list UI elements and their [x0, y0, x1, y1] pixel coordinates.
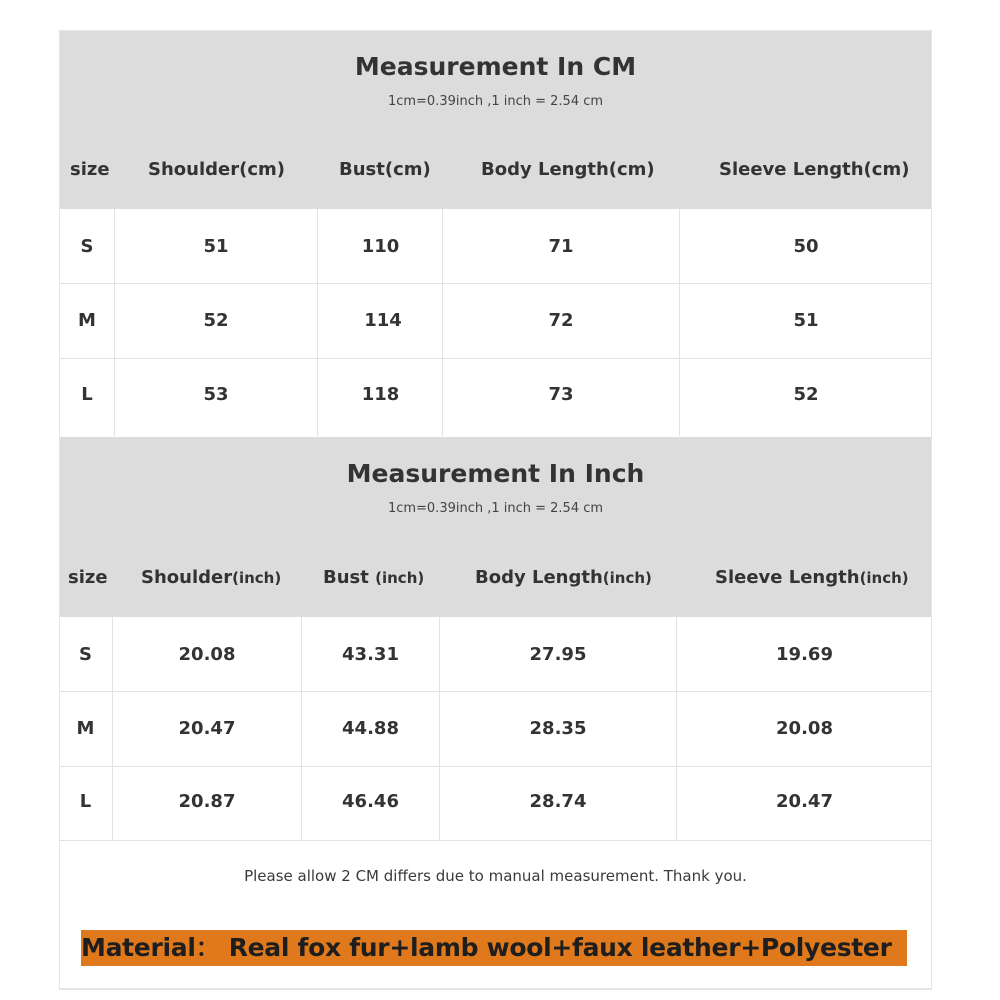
bust-cell: 110	[361, 236, 400, 257]
inch-header-body-length: Body Length(inch)	[475, 567, 652, 588]
body-length-cell: 73	[548, 384, 574, 405]
shoulder-cell: 51	[203, 236, 229, 257]
cm-header-body-length: Body Length(cm)	[481, 159, 655, 180]
inch-table-body	[59, 617, 932, 840]
cm-conversion-note: 1cm=0.39inch ,1 inch = 2.54 cm	[387, 94, 604, 109]
body-length-cell: 28.35	[529, 718, 587, 739]
sleeve-length-cell: 50	[793, 236, 819, 257]
shoulder-cell: 20.87	[178, 791, 236, 812]
size-cell: S	[79, 644, 92, 665]
bust-cell: 44.88	[342, 718, 399, 739]
material-row	[59, 912, 932, 990]
cm-measurement-section	[59, 30, 932, 436]
shoulder-cell: 52	[203, 310, 229, 331]
cm-header-shoulder: Shoulder(cm)	[148, 159, 285, 180]
size-chart	[59, 30, 932, 989]
sleeve-length-cell: 20.08	[776, 718, 833, 739]
inch-header-size: size	[68, 567, 108, 588]
bust-cell: 114	[364, 310, 402, 331]
bust-cell: 118	[361, 384, 400, 405]
body-length-cell: 71	[548, 236, 574, 257]
cm-table-body	[59, 209, 932, 436]
bust-cell: 43.31	[342, 644, 399, 665]
inch-header-shoulder: Shoulder(inch)	[141, 567, 282, 588]
inch-header-band	[59, 437, 932, 617]
inch-measurement-section	[59, 437, 932, 840]
sleeve-length-cell: 51	[793, 310, 819, 331]
measurement-disclaimer: Please allow 2 CM differs due to manual measurement. Thank you.	[244, 867, 747, 885]
cm-header-bust: Bust(cm)	[339, 159, 431, 180]
size-cell: L	[79, 791, 92, 812]
size-cell: L	[81, 384, 93, 405]
inch-header-sleeve-length: Sleeve Length(inch)	[715, 567, 909, 588]
size-cell: M	[76, 718, 95, 739]
measurement-note-row	[59, 840, 932, 913]
shoulder-cell: 20.47	[178, 718, 236, 739]
sleeve-length-cell: 52	[793, 384, 819, 405]
shoulder-cell: 20.08	[178, 644, 236, 665]
inch-conversion-note: 1cm=0.39inch ,1 inch = 2.54 cm	[387, 501, 604, 516]
material-highlight: Material： Real fox fur+lamb wool+faux leather+Polyester	[81, 930, 907, 966]
sleeve-length-cell: 19.69	[776, 644, 833, 665]
cm-table-title: Measurement In CM	[354, 52, 637, 81]
inch-table-title: Measurement In Inch	[346, 459, 645, 488]
cm-header-band	[59, 30, 932, 209]
bust-cell: 46.46	[342, 791, 399, 812]
size-cell: M	[78, 310, 96, 331]
body-length-cell: 72	[548, 310, 574, 331]
shoulder-cell: 53	[203, 384, 229, 405]
cm-header-size: size	[70, 159, 110, 180]
cm-header-sleeve-length: Sleeve Length(cm)	[719, 159, 910, 180]
body-length-cell: 27.95	[529, 644, 587, 665]
inch-header-bust: Bust (inch)	[323, 567, 425, 588]
sleeve-length-cell: 20.47	[776, 791, 833, 812]
body-length-cell: 28.74	[529, 791, 587, 812]
size-cell: S	[80, 236, 94, 257]
